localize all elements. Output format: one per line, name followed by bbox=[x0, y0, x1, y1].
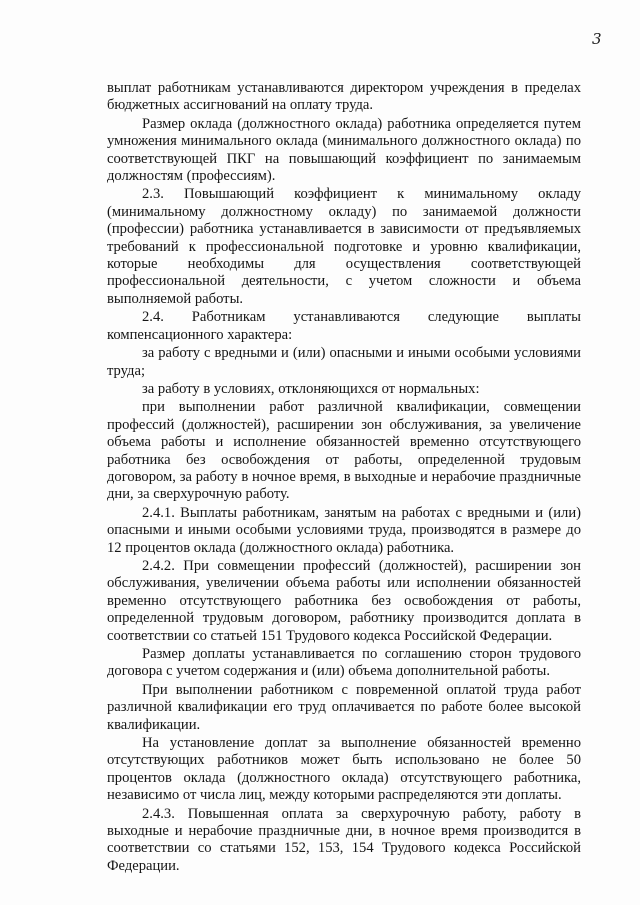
paragraph: выплат работникам устанавливаются директором учреждения в пределах бюджетных ассигнований на оплату труда. bbox=[107, 80, 581, 114]
paragraph: 2.4.2. При совмещении профессий (должностей), расширении зон обслуживания, увеличении объема работы или исполнении обязанностей временно отсутствующего работника без освобождения от работы, определенной трудовым договором, работнику производится доплата в соответствии со статьей 151 Трудового кодекса Российской Федерации. bbox=[107, 557, 581, 644]
paragraph: за работу с вредными и (или) опасными и иными особыми условиями труда; bbox=[107, 345, 581, 379]
paragraph: за работу в условиях, отклоняющихся от нормальных: bbox=[142, 380, 480, 397]
paragraph: На установление доплат за выполнение обязанностей временно отсутствующих работников может быть использовано не более 50 процентов оклада (должностного оклада) отсутствующего работника, независимо от числа лиц, между которыми распределяются эти доплаты. bbox=[107, 735, 581, 804]
paragraph: 2.3. Повышающий коэффициент к минимальному окладу (минимальному должностному окладу) по занимаемой должности (профессии) работника устанавливается в зависимости от предъявляемых требований к профессиональной подготовке и уровню квалификации, которые необходимы для осуществления соответствующей профессиональной деятельности, с учетом сложности и объема выполняемой работы. bbox=[107, 186, 581, 307]
paragraph: 2.4. Работникам устанавливаются следующие выплаты компенсационного характера: bbox=[107, 309, 581, 343]
paragraph: При выполнении работником с повременной оплатой труда работ различной квалификации его труд оплачивается по работе более высокой квалификации. bbox=[107, 681, 581, 733]
document-body bbox=[107, 80, 581, 876]
paragraph: Размер оклада (должностного оклада) работника определяется путем умножения минимального оклада (минимального должностного оклада) по соответствующей ПКГ на повышающий коэффициент по занимаемым должностям (профессиям). bbox=[107, 115, 581, 185]
paragraph: 2.4.1. Выплаты работникам, занятым на работах с вредными и (или) опасными и иными особыми условиями труда, производятся в размере до 12 процентов оклада (должностного оклада) работника. bbox=[107, 504, 581, 556]
page-number: 3 bbox=[592, 30, 602, 48]
paragraph: 2.4.3. Повышенная оплата за сверхурочную работу, работу в выходные и нерабочие праздничные дни, в ночное время производится в соответствии со статьями 152, 153, 154 Трудового кодекса Российской Федерации. bbox=[107, 805, 581, 874]
paragraph: Размер доплаты устанавливается по соглашению сторон трудового договора с учетом содержания и (или) объема дополнительной работы. bbox=[107, 646, 581, 680]
paragraph: при выполнении работ различной квалификации, совмещении профессий (должностей), расширении зон обслуживания, за увеличение объема работы и исполнение обязанностей временно отсутствующего работника без освобождения от работы, определенной трудовым договором, за работу в ночное время, в выходные и нерабочие праздничные дни, за сверхурочную работу. bbox=[107, 399, 581, 503]
